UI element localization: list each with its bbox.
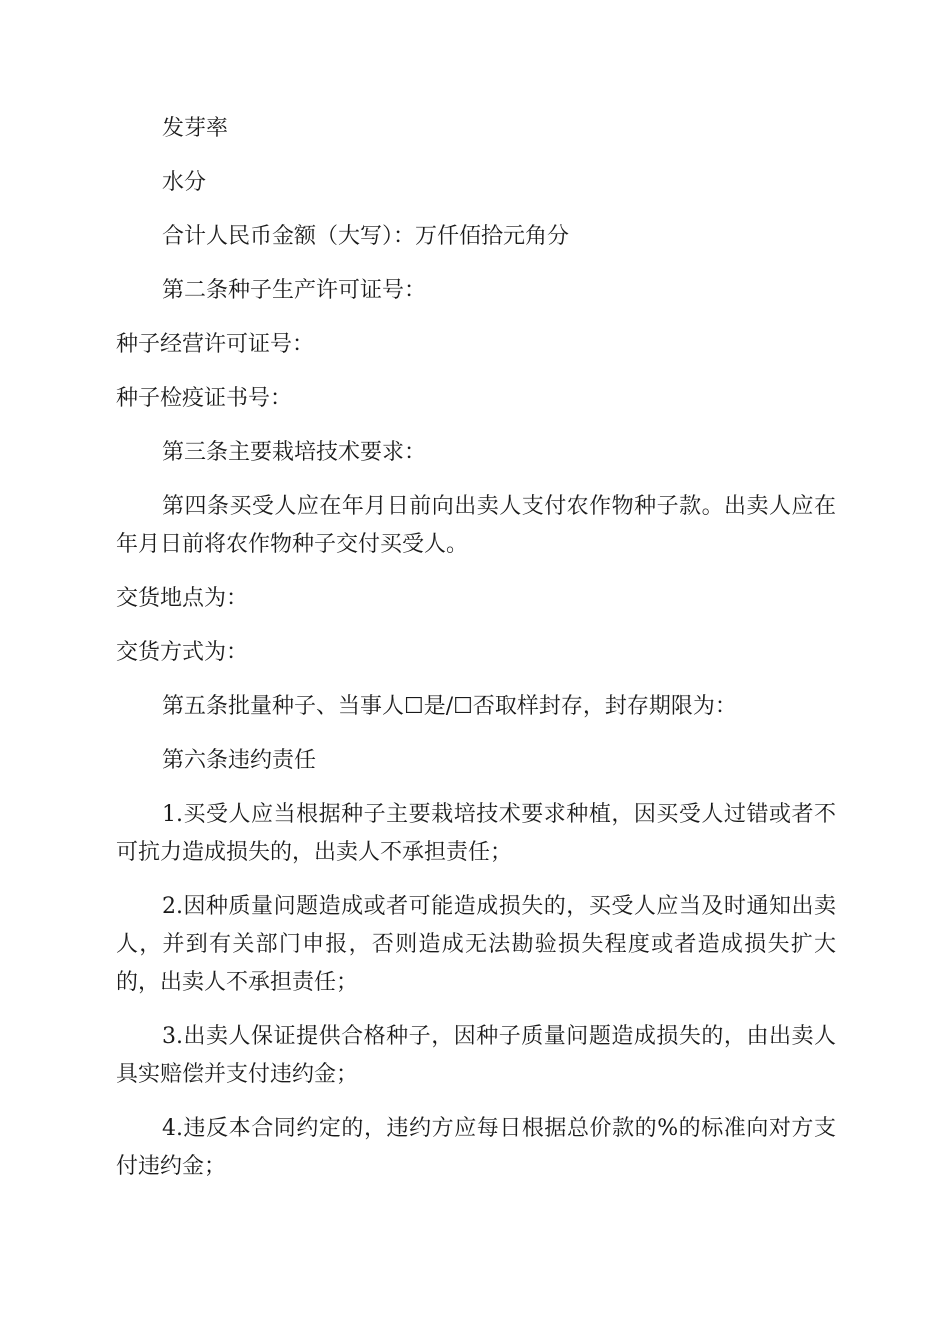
item-germination-rate: 发芽率: [162, 116, 229, 141]
delivery-method-line: 交货方式为：: [116, 640, 249, 665]
item-moisture: 水分: [162, 170, 207, 195]
article-4-payment-delivery: 第四条买受人应在年月日前向出卖人支付农作物种子款。出卖人应在年月日前将农作物种子交付买受人。: [116, 494, 836, 557]
document-body: [116, 110, 836, 1186]
quarantine-certificate-line: 种子检疫证书号：: [116, 386, 293, 411]
liability-clause-4: 4.违反本合同约定的，违约方应每日根据总价款的%的标准向对方支付违约金；: [116, 1116, 836, 1179]
delivery-location-line: 交货地点为：: [116, 586, 249, 611]
total-amount-line: 合计人民币金额（大写）：万仟佰拾元角分: [162, 224, 570, 249]
article-2-production-license: 第二条种子生产许可证号：: [162, 278, 427, 303]
article-5-sample-sealing: 第五条批量种子、当事人☐是/☐否取样封存，封存期限为：: [162, 694, 737, 719]
article-3-cultivation-requirements: 第三条主要栽培技术要求：: [162, 440, 427, 465]
business-license-line: 种子经营许可证号：: [116, 332, 315, 357]
article-6-heading: 第六条违约责任: [162, 748, 317, 773]
liability-clause-3: 3.出卖人保证提供合格种子，因种子质量问题造成损失的，由出卖人具实赔偿并支付违约金；: [116, 1024, 836, 1087]
liability-clause-1: 1.买受人应当根据种子主要栽培技术要求种植，因买受人过错或者不可抗力造成损失的，出卖人不承担责任；: [116, 802, 836, 865]
liability-clause-2: 2.因种质量问题造成或者可能造成损失的，买受人应当及时通知出卖人，并到有关部门申报，否则造成无法勘验损失程度或者造成损失扩大的，出卖人不承担责任；: [116, 894, 836, 995]
